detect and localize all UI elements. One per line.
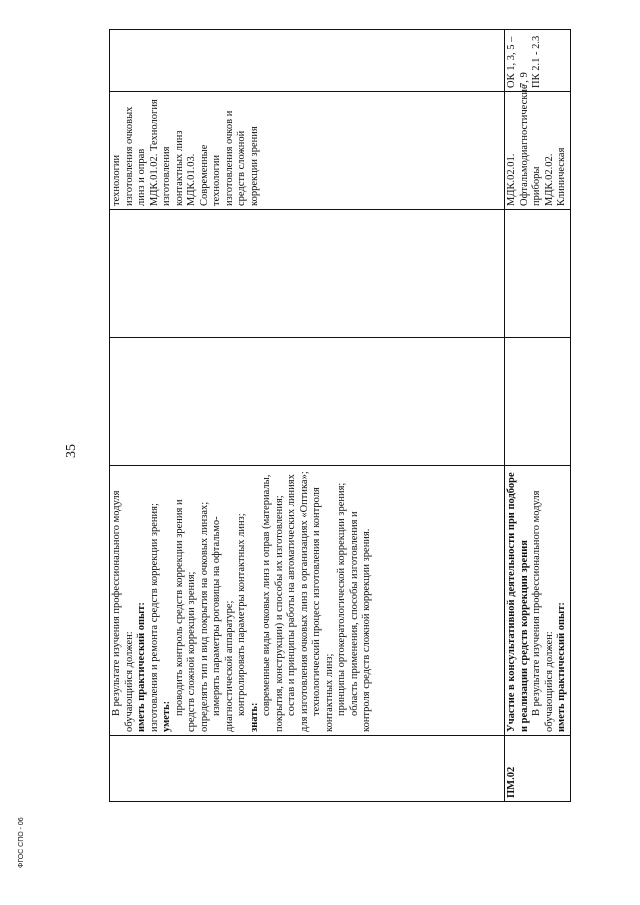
table-row [505, 30, 571, 802]
curriculum-table [109, 29, 571, 802]
content-line: состав и принципы работы на автоматических линиях для изготовления очковых линз в организациях «Оптика»; [286, 471, 310, 732]
table-row [110, 30, 505, 802]
content-line: знать: [248, 702, 260, 732]
content-line: современные виды очковых линз и оправ (материалы, покрытия, конструкции) и способы их изготовления; [261, 474, 285, 732]
content-line: область применения, способы изготовления и контроля средств сложной коррекции зрения. [348, 511, 372, 732]
module-code-cell: ПМ.02 [505, 736, 571, 802]
content-line: проводить контроль средств коррекции зрения и средств сложной коррекции зрения; [173, 499, 197, 732]
empty-cell [110, 210, 505, 338]
content-line: Участие в консультативной деятельности при подборе и реализации средств коррекции зрения [506, 472, 530, 732]
module-code-cell [110, 736, 505, 802]
mdk-cell: технологии изготовления очковых линз и оправ МДК.01.02. Технология изготовления контактных линз МДК.01.03. Современные технологии изготовления очков и средств сложной коррекции зрения [110, 92, 505, 210]
empty-cell [505, 210, 571, 338]
content-line: технологический процесс изготовления и контроля контактных линз; [311, 487, 335, 732]
module-content-cell [110, 466, 505, 736]
empty-cell [505, 338, 571, 466]
content-line: принципы ортокератологической коррекции зрения; [336, 482, 347, 716]
content-line: иметь практический опыт: [136, 602, 147, 732]
competencies-cell [110, 30, 505, 92]
content-line: контролировать параметры контактных линз; [236, 513, 247, 716]
competencies-cell: ОК 1, 3, 5 – 7, 9 ПК 2.1 - 2.3 [505, 30, 571, 92]
landscape-table-frame [109, 30, 567, 802]
mdk-cell: МДК.02.01. Офтальмодиагностические приборы МДК.02.02. Клиническая [505, 92, 571, 210]
module-content-cell [505, 466, 571, 736]
content-line: определять тип и вид покрытия на очковых линзах; [198, 501, 210, 732]
content-line: уметь: [161, 700, 172, 732]
footer-label: ФГОС СПО - 06 [18, 817, 25, 868]
empty-cell [110, 338, 505, 466]
content-line: иметь практический опыт: [556, 602, 567, 732]
content-line: измерять параметры роговицы на офтальмо-диагностической аппаратуре; [211, 516, 235, 732]
rotated-table-wrapper [109, 30, 567, 802]
content-line: изготовления и ремонта средств коррекции зрения; [148, 503, 160, 732]
content-line: В результате изучения профессионального модуля обучающийся должен: [111, 490, 135, 732]
page-number: 35 [64, 444, 79, 458]
content-line: В результате изучения профессионального модуля обучающийся должен: [531, 490, 555, 732]
